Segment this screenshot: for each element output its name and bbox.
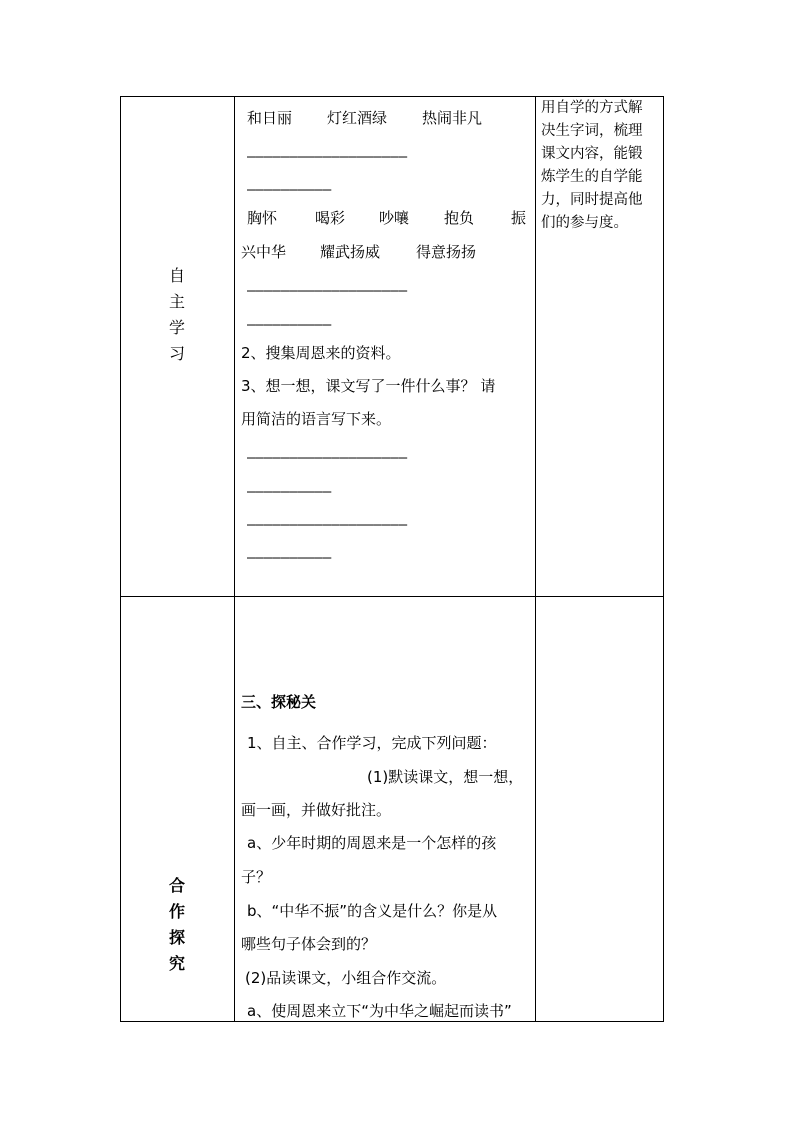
question-1-sub1: (1)默读课文，想一想，: [367, 768, 524, 786]
word: 和日丽: [247, 109, 293, 127]
column-divider-2: [535, 97, 536, 1021]
word: 热闹非凡: [422, 109, 483, 127]
answer-line: ——————————: [247, 550, 332, 566]
question-a-line1: a、少年时期的周恩来是一个怎样的孩: [247, 834, 497, 852]
lesson-table: [120, 96, 664, 1022]
word: 耀武扬威: [320, 243, 381, 261]
question-1: 1、自主、合作学习，完成下列问题：: [247, 734, 497, 752]
label-char: 究: [168, 954, 185, 973]
answer-line: ———————————————————: [247, 283, 408, 299]
answer-line: ———————————————————: [247, 450, 408, 466]
answer-line: ———————————————————: [247, 517, 408, 533]
note-line: 用自学的方式解: [541, 100, 643, 116]
row-divider: [121, 596, 663, 597]
question-a-line2: 子？: [241, 868, 272, 886]
item-2: 2、搜集周恩来的资料。: [241, 344, 401, 362]
section-heading: 三、探秘关: [241, 693, 317, 711]
word: 兴中华: [241, 243, 287, 261]
word: 胸怀: [247, 209, 278, 227]
row1-label: [167, 263, 187, 367]
question-2a: a、使周恩来立下“为中华之崛起而读书”: [247, 1002, 512, 1020]
question-2: (2)品读课文，小组合作交流。: [245, 969, 447, 987]
label-char: 学: [168, 318, 185, 337]
word: 抱负: [444, 209, 475, 227]
label-char: 习: [168, 344, 185, 363]
label-char: 自: [168, 266, 185, 285]
item-3-line1: 3、想一想，课文写了一件什么事？ 请: [241, 377, 496, 395]
label-char: 合: [168, 876, 185, 895]
answer-line: ——————————: [247, 317, 332, 333]
note-line: 炼学生的自学能: [541, 169, 643, 185]
answer-line: ——————————: [247, 182, 332, 198]
note-line: 力，同时提高他: [541, 192, 643, 208]
row2-label: [167, 873, 187, 977]
word: 振: [511, 209, 527, 227]
column-divider-1: [234, 97, 235, 1021]
note-line: 课文内容，能锻: [541, 146, 643, 162]
label-char: 探: [168, 928, 185, 947]
item-3-line2: 用简洁的语言写下来。: [241, 410, 392, 428]
question-1-sub1-cont: 画一画，并做好批注。: [241, 801, 392, 819]
answer-line: ——————————: [247, 484, 332, 500]
word: 吵嚷: [379, 209, 410, 227]
answer-line: ———————————————————: [247, 149, 408, 165]
label-char: 作: [168, 902, 185, 921]
question-b-line1: b、“中华不振”的含义是什么？你是从: [247, 902, 498, 920]
word: 得意扬扬: [416, 243, 477, 261]
question-b-line2: 哪些句子体会到的？: [241, 935, 377, 953]
word: 灯红酒绿: [327, 109, 388, 127]
label-char: 主: [168, 292, 185, 311]
note-line: 们的参与度。: [541, 215, 628, 231]
word: 喝彩: [315, 209, 346, 227]
note-line: 决生字词，梳理: [541, 123, 643, 139]
